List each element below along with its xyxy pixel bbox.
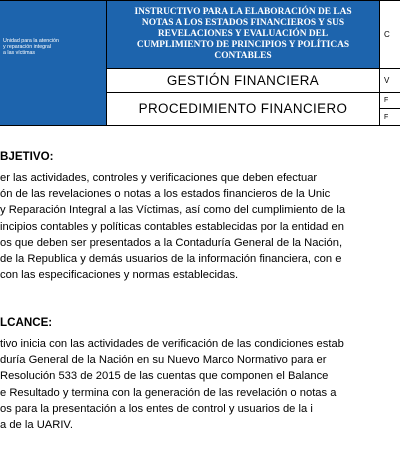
title-line: CUMPLIMIENTO DE PRINCIPIOS Y POLÍTICAS xyxy=(136,39,350,50)
scope-line: e Resultado y termina con la generación de las revelación o notas a xyxy=(0,386,337,399)
objective-line: incipios contables y políticas contables establecidas por la entidad en xyxy=(0,220,344,233)
title-line: INSTRUCTIVO PARA LA ELABORACIÓN DE LAS xyxy=(134,6,352,17)
title-line: REVELACIONES Y EVALUACIÓN DEL xyxy=(157,28,329,39)
scope-line: os para la presentación a los entes de control y usuarios de la i xyxy=(0,402,313,415)
objective-line: ón de las revelaciones o notas a los estados financieros de la Unic xyxy=(0,188,331,201)
logo-line: Unidad para la atención xyxy=(3,38,59,44)
scope-line: tivo inicia con las actividades de verificación de las condiciones estab xyxy=(0,338,344,350)
scope-paragraph xyxy=(0,336,400,433)
objective-paragraph xyxy=(0,170,400,283)
code-cell: C xyxy=(380,1,400,69)
date-cells xyxy=(380,92,400,125)
objective-line: de la Republica y demás usuarios de la información financiera, con e xyxy=(0,253,342,266)
scope-line: a de la UARIV. xyxy=(0,419,73,432)
objective-heading: BJETIVO: xyxy=(0,150,54,163)
objective-line: os que deben ser presentados a la Contaduría General de la Nación, xyxy=(0,236,343,249)
logo-line: y reparación integral xyxy=(3,44,51,51)
version-cell: V xyxy=(380,68,400,92)
scope-line: duría General de la Nación en su Nuevo Marco Normativo para er xyxy=(0,354,327,367)
objective-line: er las actividades, controles y verificaciones que deben efectuar xyxy=(0,172,318,184)
document-header-table xyxy=(0,0,400,126)
document-title xyxy=(107,1,380,69)
objective-line: con las especificaciones y normas establecidas. xyxy=(0,269,239,282)
procedure-name: PROCEDIMIENTO FINANCIERO xyxy=(107,92,380,125)
title-line: CONTABLES xyxy=(214,50,272,61)
title-line: NOTAS A LOS ESTADOS FINANCIEROS Y SUS xyxy=(141,17,345,28)
logo-cell xyxy=(0,1,107,126)
scope-line: Resolución 533 de 2015 de las cuentas que componen el Balance xyxy=(0,370,329,383)
logo-line: a las víctimas xyxy=(3,50,36,57)
scope-heading: LCANCE: xyxy=(0,316,53,329)
date-cell-1: F xyxy=(380,93,400,109)
section-name: GESTIÓN FINANCIERA xyxy=(107,68,380,92)
objective-line: y Reparación Integral a las Víctimas, así como del cumplimiento de la xyxy=(0,204,346,217)
date-cell-2: F xyxy=(384,113,389,121)
logo xyxy=(3,38,103,57)
